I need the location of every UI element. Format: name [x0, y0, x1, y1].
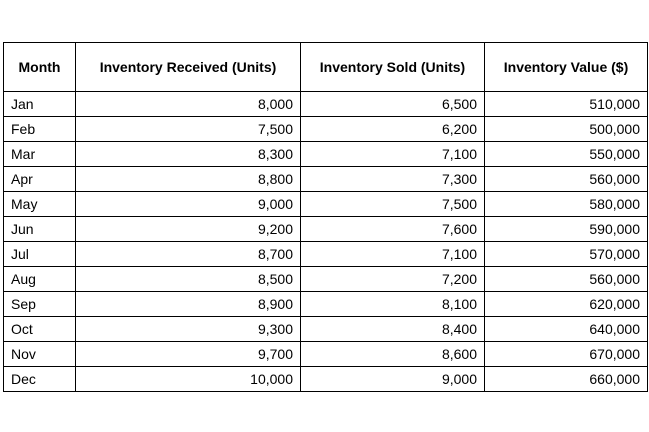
inventory-sold-cell: 8,100 — [301, 292, 485, 317]
inventory-value-cell: 660,000 — [485, 367, 648, 392]
inventory-sold-cell: 7,200 — [301, 267, 485, 292]
inventory-received-cell: 9,200 — [76, 217, 301, 242]
inventory-received-cell: 7,500 — [76, 117, 301, 142]
inventory-received-cell: 8,500 — [76, 267, 301, 292]
table-row — [4, 217, 648, 242]
inventory-value-cell: 570,000 — [485, 242, 648, 267]
table-row — [4, 267, 648, 292]
column-header-month: Month — [4, 43, 76, 92]
table-row — [4, 242, 648, 267]
inventory-table-container — [3, 42, 647, 392]
inventory-received-cell: 9,300 — [76, 317, 301, 342]
month-cell: Jun — [4, 217, 76, 242]
table-row — [4, 317, 648, 342]
inventory-sold-cell: 6,500 — [301, 92, 485, 117]
inventory-received-cell: 8,300 — [76, 142, 301, 167]
table-body — [4, 92, 648, 392]
inventory-value-cell: 640,000 — [485, 317, 648, 342]
month-cell: Oct — [4, 317, 76, 342]
table-header — [4, 43, 648, 92]
month-cell: Mar — [4, 142, 76, 167]
month-cell: Apr — [4, 167, 76, 192]
month-cell: May — [4, 192, 76, 217]
inventory-value-cell: 590,000 — [485, 217, 648, 242]
inventory-sold-cell: 8,400 — [301, 317, 485, 342]
inventory-sold-cell: 8,600 — [301, 342, 485, 367]
inventory-sold-cell: 9,000 — [301, 367, 485, 392]
inventory-value-cell: 560,000 — [485, 167, 648, 192]
inventory-received-cell: 8,000 — [76, 92, 301, 117]
inventory-received-cell: 10,000 — [76, 367, 301, 392]
header-row — [4, 43, 648, 92]
column-header-inventory-value: Inventory Value ($) — [485, 43, 648, 92]
table-row — [4, 117, 648, 142]
month-cell: Dec — [4, 367, 76, 392]
inventory-table — [3, 42, 648, 392]
month-cell: Sep — [4, 292, 76, 317]
inventory-received-cell: 8,800 — [76, 167, 301, 192]
table-row — [4, 92, 648, 117]
table-row — [4, 342, 648, 367]
inventory-sold-cell: 7,600 — [301, 217, 485, 242]
month-cell: Jul — [4, 242, 76, 267]
inventory-sold-cell: 7,100 — [301, 142, 485, 167]
month-cell: Nov — [4, 342, 76, 367]
table-row — [4, 142, 648, 167]
inventory-received-cell: 9,000 — [76, 192, 301, 217]
month-cell: Jan — [4, 92, 76, 117]
inventory-value-cell: 550,000 — [485, 142, 648, 167]
inventory-value-cell: 560,000 — [485, 267, 648, 292]
inventory-value-cell: 510,000 — [485, 92, 648, 117]
inventory-received-cell: 8,900 — [76, 292, 301, 317]
table-row — [4, 192, 648, 217]
table-row — [4, 367, 648, 392]
inventory-value-cell: 580,000 — [485, 192, 648, 217]
column-header-inventory-received: Inventory Received (Units) — [76, 43, 301, 92]
month-cell: Aug — [4, 267, 76, 292]
inventory-value-cell: 670,000 — [485, 342, 648, 367]
table-row — [4, 167, 648, 192]
inventory-received-cell: 9,700 — [76, 342, 301, 367]
inventory-value-cell: 500,000 — [485, 117, 648, 142]
inventory-sold-cell: 7,100 — [301, 242, 485, 267]
inventory-sold-cell: 6,200 — [301, 117, 485, 142]
table-row — [4, 292, 648, 317]
inventory-received-cell: 8,700 — [76, 242, 301, 267]
inventory-value-cell: 620,000 — [485, 292, 648, 317]
inventory-sold-cell: 7,500 — [301, 192, 485, 217]
column-header-inventory-sold: Inventory Sold (Units) — [301, 43, 485, 92]
inventory-sold-cell: 7,300 — [301, 167, 485, 192]
month-cell: Feb — [4, 117, 76, 142]
